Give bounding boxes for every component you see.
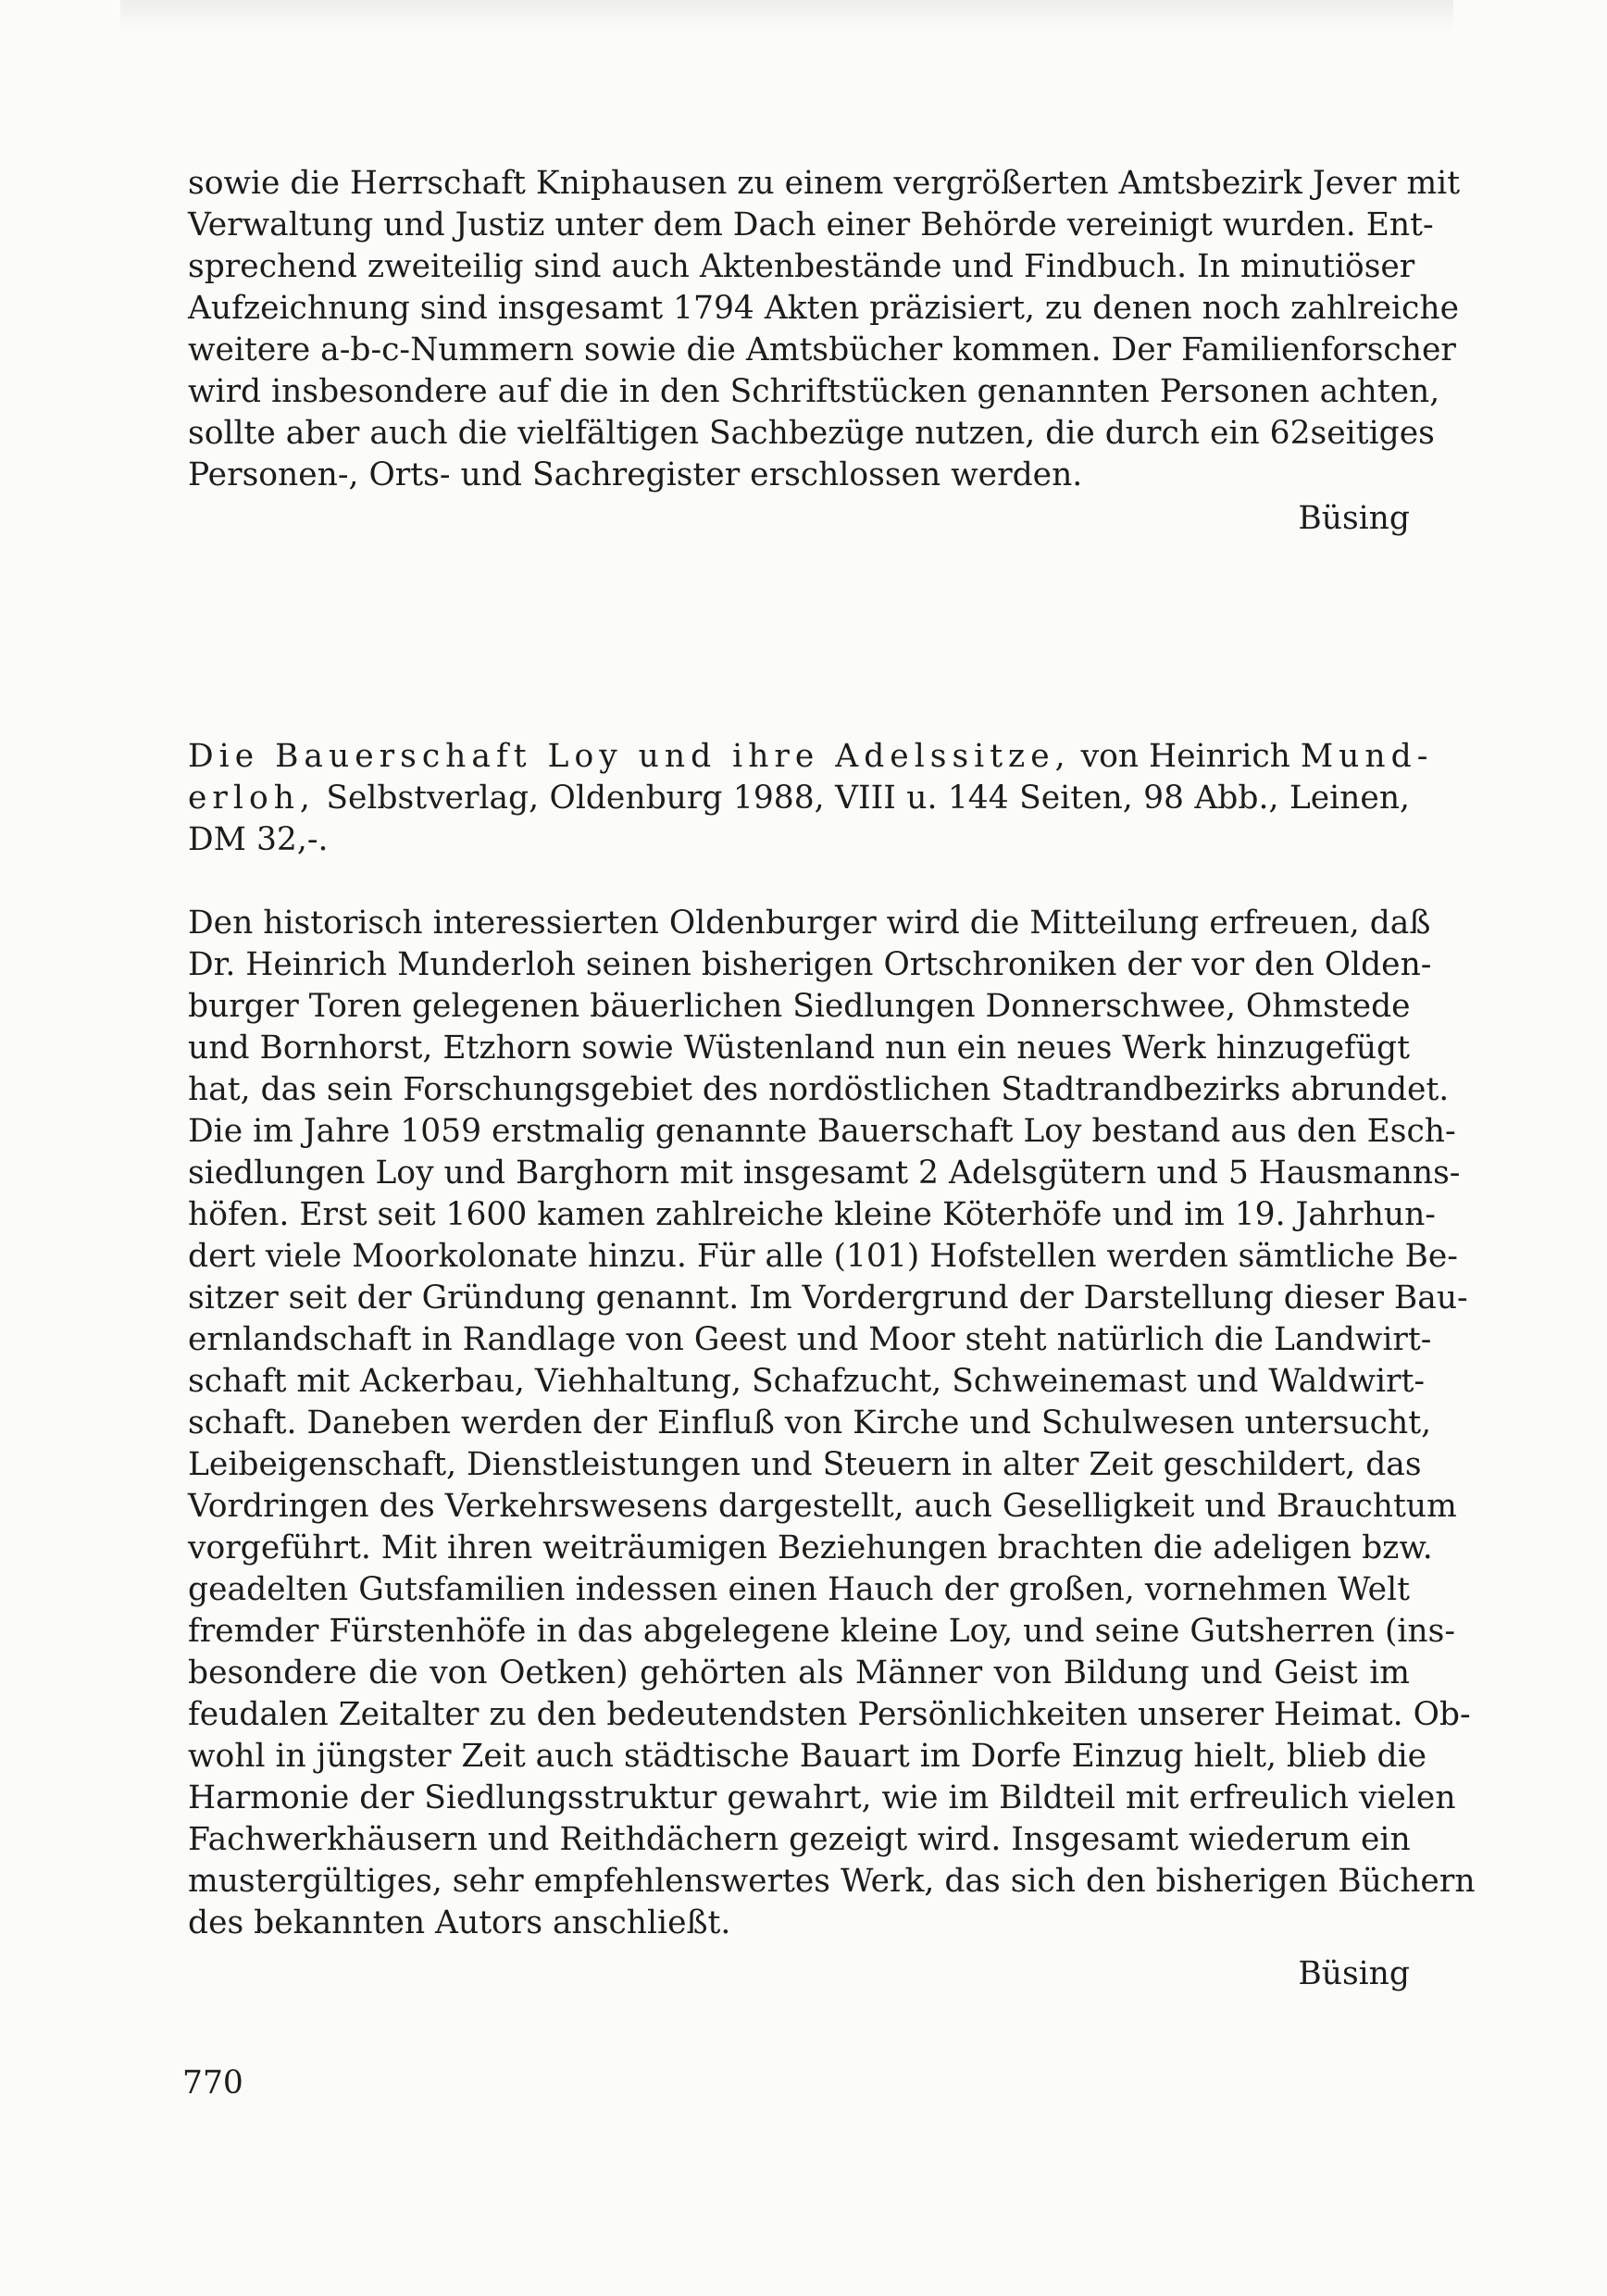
previous-review-paragraph	[188, 163, 1461, 496]
text-line: sitzer seit der Gründung genannt. Im Vordergrund der Darstellung dieser Bau-	[188, 1279, 1468, 1316]
text-line: burger Toren gelegenen bäuerlichen Siedlungen Donnerschwee, Ohmstede	[188, 988, 1411, 1025]
review-paragraph	[188, 903, 1476, 1944]
text-line: sprechend zweiteilig sind auch Aktenbestände und Findbuch. In minutiöser	[188, 248, 1415, 285]
text-line: Den historisch interessierten Oldenburger wird die Mitteilung erfreuen, daß	[188, 905, 1431, 942]
text-line: sowie die Herrschaft Kniphausen zu einem vergrößerten Amtsbezirk Jever mit	[188, 165, 1461, 202]
text-line: feudalen Zeitalter zu den bedeutendsten Persönlichkeiten unserer Heimat. Ob-	[188, 1696, 1471, 1733]
scan-edge-shadow	[120, 0, 1453, 31]
text-line: Personen-, Orts- und Sachregister erschlossen werden.	[188, 456, 1083, 493]
text-line: und Bornhorst, Etzhorn sowie Wüstenland nun ein neues Werk hinzugefügt	[188, 1029, 1410, 1067]
text-line: hat, das sein Forschungsgebiet des nordöstlichen Stadtrandbezirks abrundet.	[188, 1071, 1450, 1108]
citation-line-1	[188, 736, 1434, 778]
citation-line-2	[188, 778, 1410, 819]
author-name-part2: erloh,	[188, 780, 316, 817]
text-line: Leibeigenschaft, Dienstleistungen und Steuern in alter Zeit geschildert, das	[188, 1446, 1422, 1483]
text-line: wird insbesondere auf die in den Schriftstücken genannten Personen achten,	[188, 373, 1440, 410]
author-name-part1: Mund-	[1300, 738, 1434, 775]
text-line: des bekannten Autors anschließt.	[188, 1904, 731, 1941]
reviewer-signature: Büsing	[1298, 500, 1410, 537]
text-line: Die im Jahre 1059 erstmalig genannte Bauerschaft Loy bestand aus den Esch-	[188, 1113, 1456, 1150]
text-line: Vordringen des Verkehrswesens dargestellt, auch Geselligkeit und Brauchtum	[188, 1488, 1457, 1525]
text-line: schaft. Daneben werden der Einfluß von Kirche und Schulwesen untersucht,	[188, 1404, 1432, 1441]
page-number: 770	[182, 2065, 243, 2102]
reviewer-signature: Büsing	[1298, 1955, 1410, 1992]
text-line: höfen. Erst seit 1600 kamen zahlreiche kleine Köterhöfe und im 19. Jahrhun-	[188, 1196, 1436, 1233]
text-line: mustergültiges, sehr empfehlenswertes Werk, das sich den bisherigen Büchern	[188, 1863, 1476, 1900]
text-line: schaft mit Ackerbau, Viehhaltung, Schafzucht, Schweinemast und Waldwirt-	[188, 1363, 1426, 1400]
text-line: Harmonie der Siedlungsstruktur gewahrt, wie im Bildteil mit erfreulich vielen	[188, 1779, 1456, 1816]
text-line: wohl in jüngster Zeit auch städtische Bauart im Dorfe Einzug hielt, blieb die	[188, 1738, 1427, 1775]
text-line: geadelten Gutsfamilien indessen einen Hauch der großen, vornehmen Welt	[188, 1571, 1410, 1608]
text-line: Dr. Heinrich Munderloh seinen bisherigen Ortschroniken der vor den Olden-	[188, 946, 1432, 983]
text-line: weitere a-b-c-Nummern sowie die Amtsbücher kommen. Der Familienforscher	[188, 331, 1456, 368]
citation-price: DM 32,-.	[188, 821, 329, 858]
author-prefix: von Heinrich	[1080, 738, 1290, 775]
text-line: siedlungen Loy und Barghorn mit insgesamt 2 Adelsgütern und 5 Hausmanns-	[188, 1154, 1461, 1192]
text-line: Verwaltung und Justiz unter dem Dach einer Behörde vereinigt wurden. Ent-	[188, 206, 1434, 243]
text-line: vorgeführt. Mit ihren weiträumigen Beziehungen brachten die adeligen bzw.	[188, 1529, 1433, 1566]
text-line: sollte aber auch die vielfältigen Sachbezüge nutzen, die durch ein 62seitiges	[188, 415, 1435, 452]
text-line: besondere die von Oetken) gehörten als Männer von Bildung und Geist im	[188, 1654, 1410, 1691]
book-title: Die Bauerschaft Loy und ihre Adelssitze,	[188, 738, 1071, 775]
text-line: Fachwerkhäusern und Reithdächern gezeigt wird. Insgesamt wiederum ein	[188, 1821, 1411, 1858]
text-line: fremder Fürstenhöfe in das abgelegene kleine Loy, und seine Gutsherren (ins-	[188, 1613, 1456, 1650]
text-line: Aufzeichnung sind insgesamt 1794 Akten präzisiert, zu denen noch zahlreiche	[188, 290, 1460, 327]
text-line: dert viele Moorkolonate hinzu. Für alle (101) Hofstellen werden sämtliche Be-	[188, 1238, 1458, 1275]
publication-details: Selbstverlag, Oldenburg 1988, VIII u. 144 Seiten, 98 Abb., Leinen,	[326, 780, 1411, 817]
page-body	[188, 163, 1476, 1995]
book-citation-heading	[188, 736, 1434, 861]
text-line: ernlandschaft in Randlage von Geest und Moor steht natürlich die Landwirt-	[188, 1321, 1432, 1358]
